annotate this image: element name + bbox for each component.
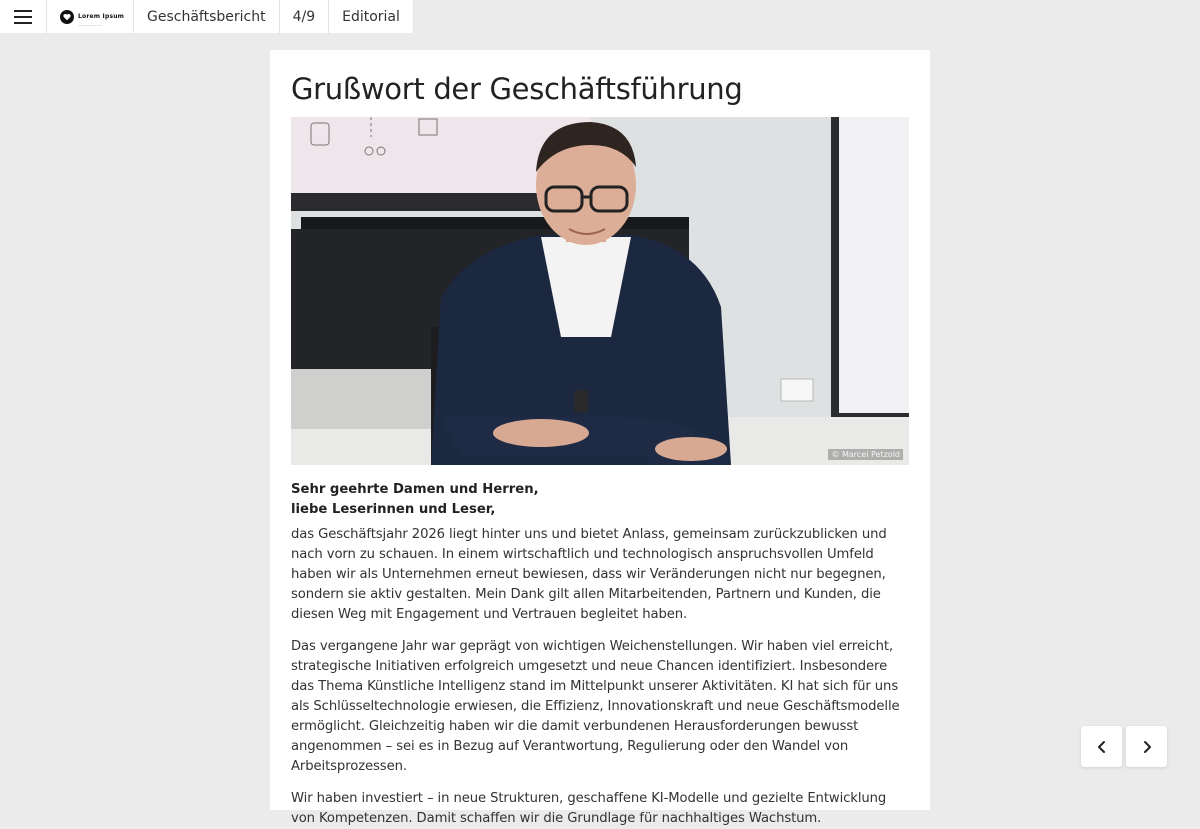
logo-subline: ———————— <box>78 23 102 27</box>
portrait-illustration <box>291 117 909 465</box>
article-body <box>291 525 909 829</box>
top-navigation-bar <box>0 0 414 33</box>
logo-heart-icon <box>60 10 74 24</box>
chevron-right-icon <box>1141 740 1153 754</box>
breadcrumb-section[interactable]: Geschäftsbericht <box>134 0 280 33</box>
hamburger-menu-icon <box>14 9 32 25</box>
executive-portrait-photo <box>291 117 909 465</box>
paragraph-1: das Geschäftsjahr 2026 liegt hinter uns und bietet Anlass, gemeinsam zurückzublicken und nach vorn zu schauen. In einem wirtschaftlich und technologisch anspruchsvollen Umfeld haben wir als Unternehmen erneut bewiesen, dass wir Veränderungen nicht nur begegnen, sondern sie aktiv gestalten. Mein Dank gilt allen Mitarbeitenden, Partnern und Kunden, die diesen Weg mit Engagement und Vertrauen begleitet haben. <box>291 527 887 622</box>
paragraph-3: Wir haben investiert – in neue Strukturen, geschaffene KI-Modelle und gezielte Entwicklung von Kompetenzen. Damit schaffen wir die Grundlage für nachhaltiges Wachstum. <box>291 791 887 826</box>
salutation-line-2: liebe Leserinnen und Leser, <box>291 502 496 517</box>
menu-button[interactable] <box>0 0 47 33</box>
page-counter[interactable]: 4/9 <box>280 0 330 33</box>
chevron-left-icon <box>1096 740 1108 754</box>
salutation <box>291 480 909 520</box>
salutation-line-1: Sehr geehrte Damen und Herren, <box>291 482 539 497</box>
breadcrumb-current[interactable]: Editorial <box>329 0 414 33</box>
article-card <box>270 50 930 826</box>
previous-page-button[interactable] <box>1081 726 1122 767</box>
logo-text: Lorem Ipsum <box>78 13 125 20</box>
next-page-button[interactable] <box>1126 726 1167 767</box>
photo-credit: © Marcel Petzold <box>828 449 903 460</box>
paragraph-2: Das vergangene Jahr war geprägt von wichtigen Weichenstellungen. Wir haben viel erreicht, strategische Initiativen erfolgreich umgesetzt und neue Chancen identifiziert. Insbesondere das Thema Künstliche Intelligenz stand im Mittelpunkt unserer Aktivitäten. KI hat sich für uns als Schlüsseltechnologie erwiesen, die Effizienz, Innovationskraft und neue Geschäftsmodelle ermöglicht. Gleichzeitig haben wir die damit verbundenen Herausforderungen bewusst angenommen – sei es in Bezug auf Verantwortung, Regulierung oder den Wandel von Arbeitsprozessen. <box>291 639 900 774</box>
page-title: Grußwort der Geschäftsführung <box>291 72 743 106</box>
company-logo[interactable] <box>47 0 134 33</box>
